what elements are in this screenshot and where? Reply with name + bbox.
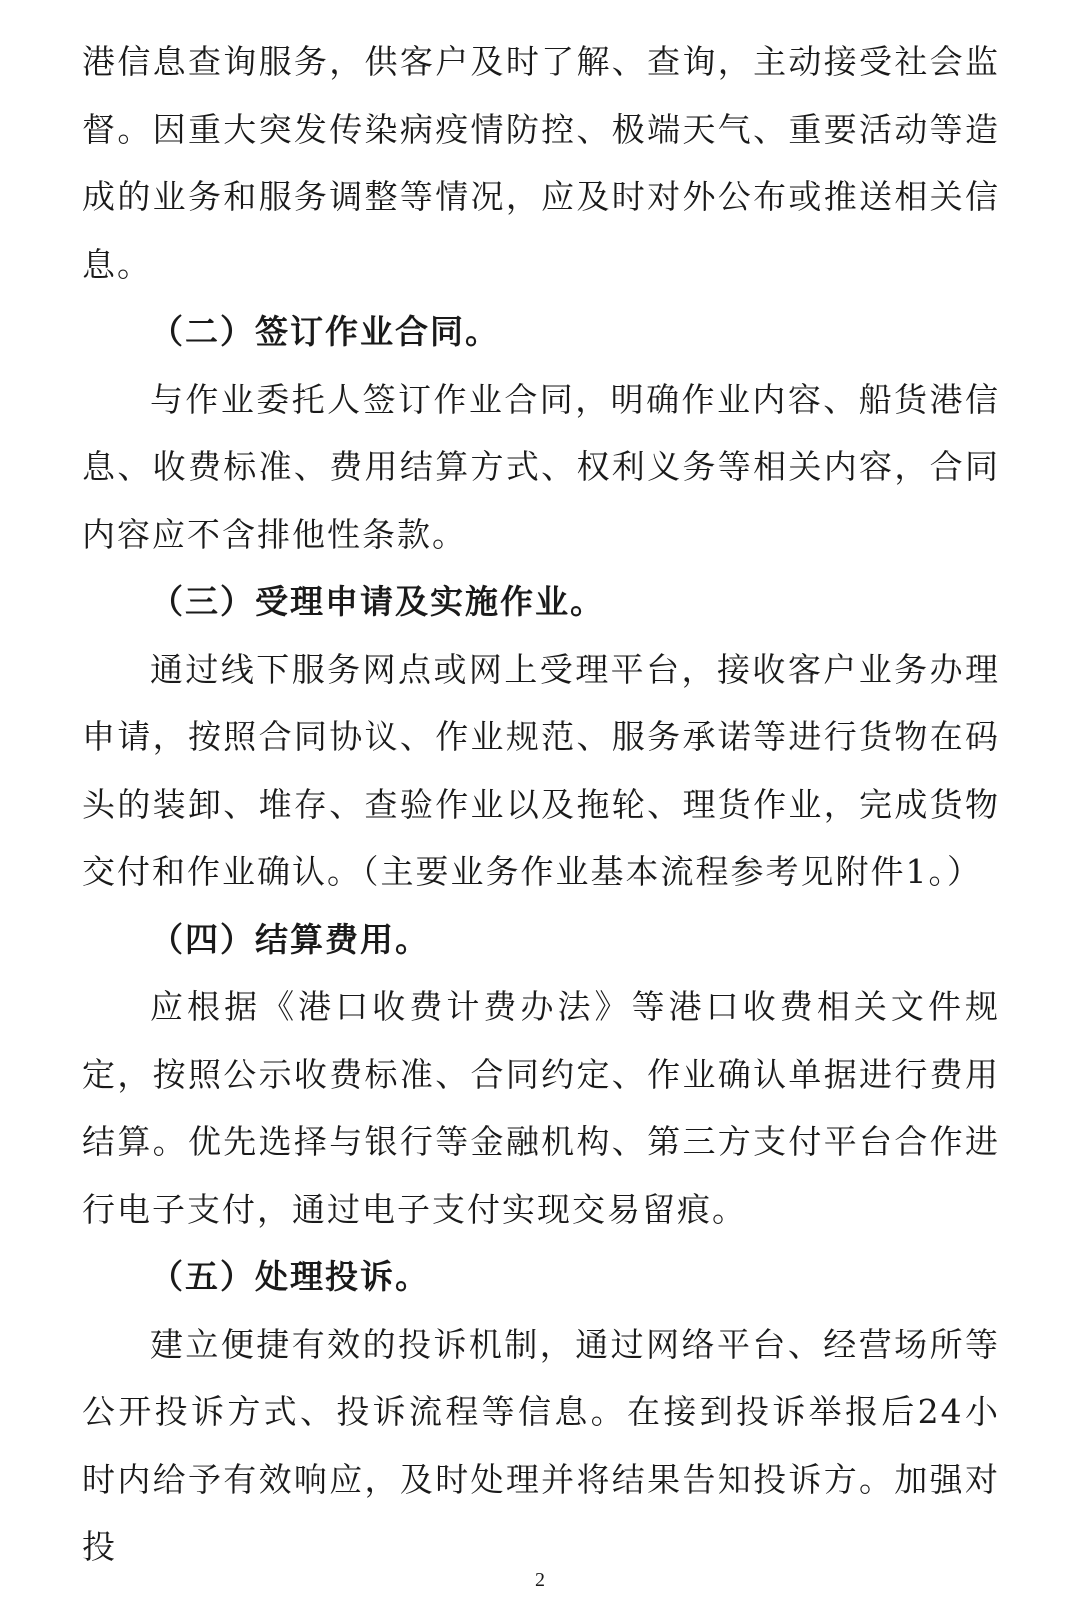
paragraph-complaints: 建立便捷有效的投诉机制，通过网络平台、经营场所等公开投诉方式、投诉流程等信息。在接到投诉举报后24小时内给予有效响应，及时处理并将结果告知投诉方。加强对投 — [82, 1324, 1000, 1566]
paragraph-settlement: 应根据《港口收费计费办法》等港口收费相关文件规定，按照公示收费标准、合同约定、作业确认单据进行费用结算。优先选择与银行等金融机构、第三方支付平台合作进行电子支付，通过电子支付实现交易留痕。 — [82, 987, 1000, 1229]
page-number: 2 — [535, 1569, 545, 1591]
section-heading-3: （三）受理申请及实施作业。 — [150, 582, 605, 621]
section-heading-2: （二）签订作业合同。 — [150, 312, 500, 351]
paragraph-contract: 与作业委托人签订作业合同，明确作业内容、船货港信息、收费标准、费用结算方式、权利义务等相关内容，合同内容应不含排他性条款。 — [82, 379, 1000, 554]
document-body — [82, 28, 1000, 1581]
section-heading-5: （五）处理投诉。 — [150, 1257, 430, 1296]
section-heading-4: （四）结算费用。 — [150, 919, 430, 959]
paragraph-application: 通过线下服务网点或网上受理平台，接收客户业务办理申请，按照合同协议、作业规范、服务承诺等进行货物在码头的装卸、堆存、查验作业以及拖轮、理货作业，完成货物交付和作业确认。（主要业务作业基本流程参考见附件1。） — [82, 649, 1000, 891]
paragraph-intro: 港信息查询服务，供客户及时了解、查询，主动接受社会监督。因重大突发传染病疫情防控、极端天气、重要活动等造成的业务和服务调整等情况，应及时对外公布或推送相关信息。 — [82, 42, 1000, 284]
